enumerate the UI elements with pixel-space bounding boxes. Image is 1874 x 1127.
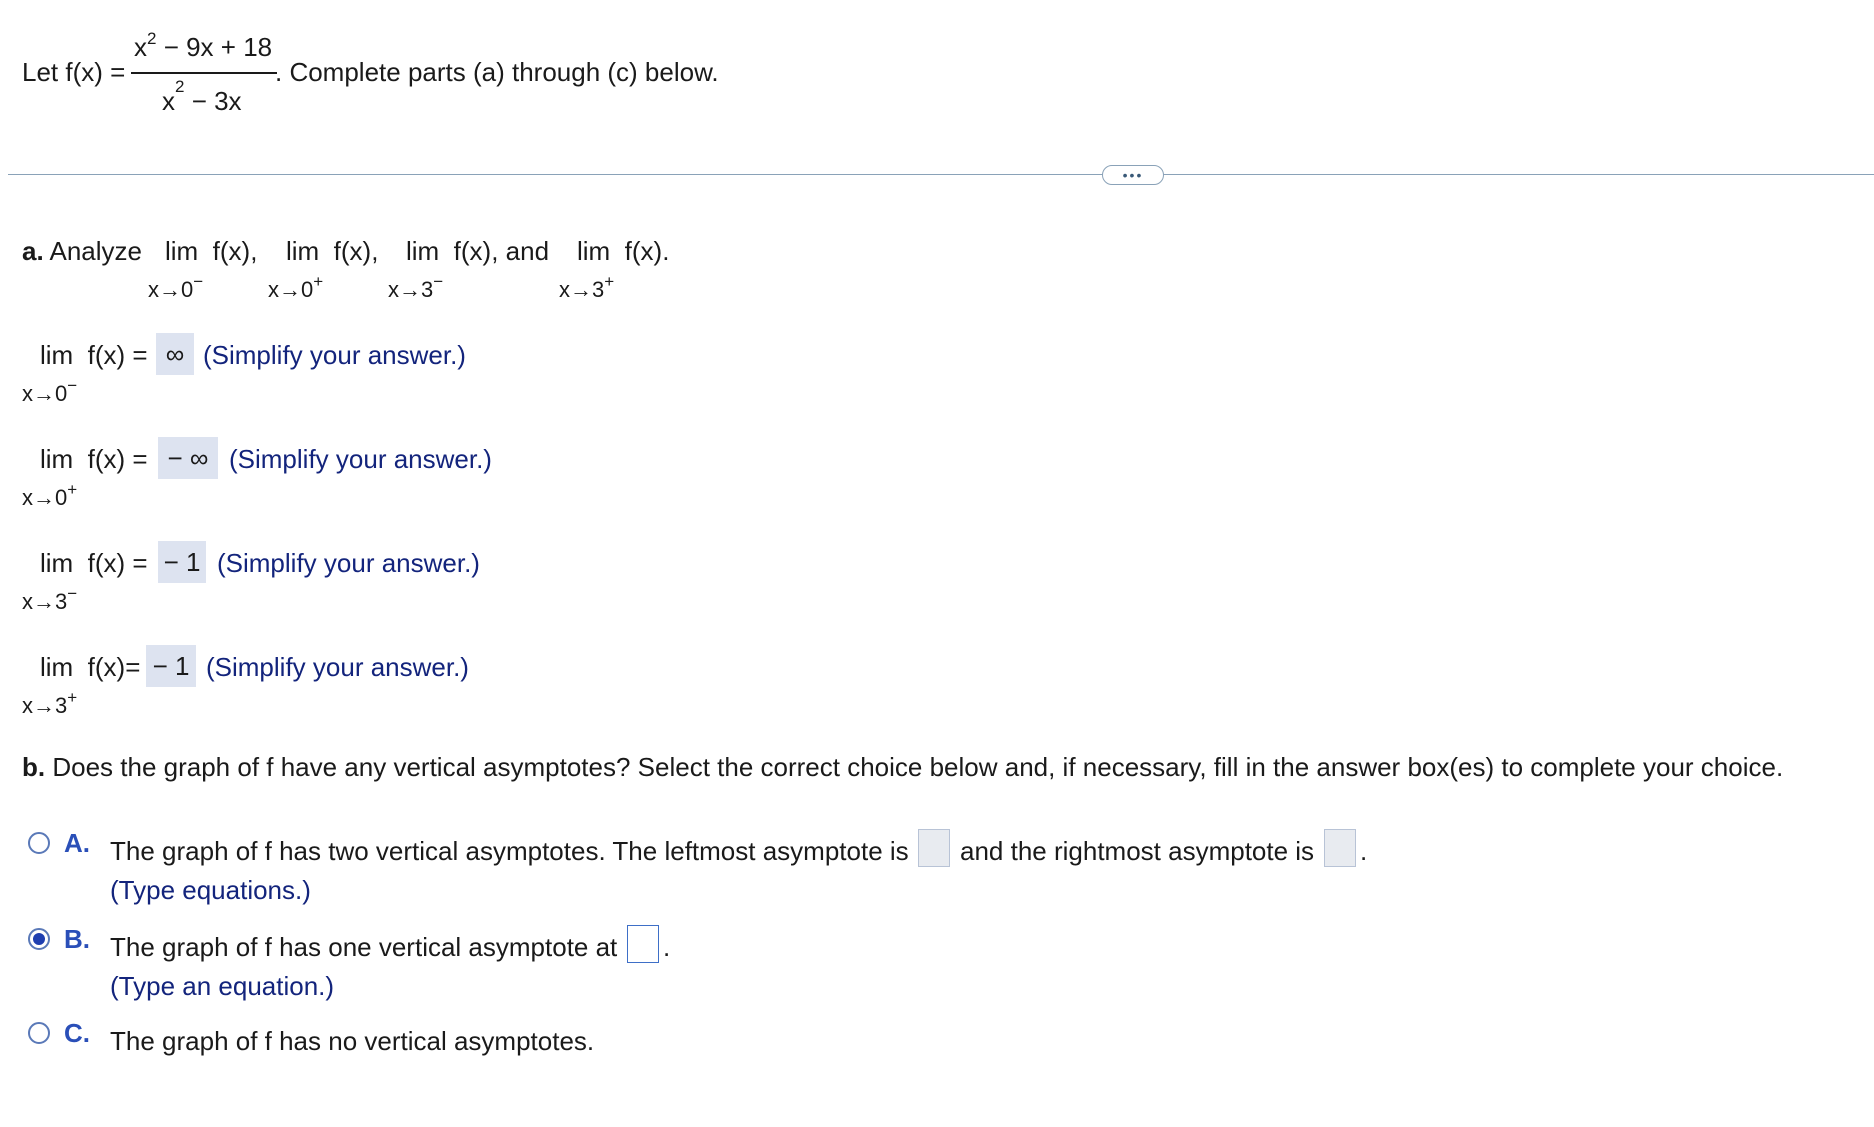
- answer-4-hint: (Simplify your answer.): [206, 652, 469, 682]
- analyze-lim-1: lim f(x),: [165, 236, 258, 266]
- answer-2-hint: (Simplify your answer.): [229, 444, 492, 474]
- answer-3-lim: lim f(x) =: [40, 548, 148, 578]
- choice-b-hint: (Type an equation.): [110, 971, 335, 1001]
- part-b-heading: b. Does the graph of f have any vertical asymptotes? Select the correct choice below and, if necessary, fill in the answer box(es) to complete your choice.: [22, 752, 1784, 782]
- answer-2-sub: x→0+: [22, 480, 78, 510]
- vertical-asymptote-input[interactable]: [627, 925, 659, 963]
- numerator: $x^2 - 9x + 18$: [134, 29, 273, 62]
- analyze-lim-4-sub: x→3+: [559, 272, 615, 302]
- answer-4-value[interactable]: − 1: [146, 645, 196, 687]
- choice-a-hint: (Type equations.): [110, 875, 311, 905]
- choice-a-end: .: [1360, 836, 1368, 866]
- choice-b-radio[interactable]: [28, 928, 50, 950]
- answer-3-value[interactable]: − 1: [158, 541, 206, 583]
- answer-1-lim: lim f(x) =: [40, 340, 148, 370]
- analyze-lim-2: lim f(x),: [286, 236, 379, 266]
- analyze-lim-4: lim f(x).: [577, 236, 670, 266]
- choice-c-radio[interactable]: [28, 1022, 50, 1044]
- choice-b-end: .: [663, 932, 671, 962]
- choice-b-letter: B.: [64, 924, 90, 954]
- rightmost-asymptote-input[interactable]: [1324, 829, 1356, 867]
- answer-3-hint: (Simplify your answer.): [217, 548, 480, 578]
- denominator: $x^2 - 3x$: [162, 77, 242, 116]
- answer-4-lim: lim f(x)=: [40, 652, 141, 682]
- choice-a-text: The graph of f has two vertical asymptotes. The leftmost asymptote is: [110, 836, 909, 866]
- answer-2-lim: lim f(x) =: [40, 444, 148, 474]
- choice-a-radio[interactable]: [28, 832, 50, 854]
- let-label: Let f(x) =: [22, 57, 126, 87]
- answer-4-sub: x→3+: [22, 688, 78, 718]
- intro-text: . Complete parts (a) through (c) below.: [275, 57, 719, 87]
- part-a-heading: a. Analyze: [22, 236, 142, 266]
- fraction-bar: [131, 72, 277, 74]
- analyze-lim-3-sub: x→3−: [388, 272, 444, 302]
- analyze-lim-2-sub: x→0+: [268, 272, 324, 302]
- leftmost-asymptote-input[interactable]: [918, 829, 950, 867]
- more-options-button[interactable]: •••: [1102, 165, 1164, 185]
- answer-1-value[interactable]: ∞: [156, 333, 194, 375]
- analyze-lim-3: lim f(x), and: [406, 236, 550, 266]
- analyze-lim-1-sub: x→0−: [148, 272, 204, 302]
- answer-3-sub: x→3−: [22, 584, 78, 614]
- section-divider: [8, 174, 1874, 175]
- choice-a-letter: A.: [64, 828, 90, 858]
- choice-a-text-2: and the rightmost asymptote is: [960, 836, 1315, 866]
- answer-1-hint: (Simplify your answer.): [203, 340, 466, 370]
- answer-1-sub: x→0−: [22, 376, 78, 406]
- choice-c-text: The graph of f has no vertical asymptotes.: [110, 1026, 595, 1056]
- answer-2-value[interactable]: − ∞: [158, 437, 218, 479]
- choice-b-text: The graph of f has one vertical asymptote at: [110, 932, 618, 962]
- choice-c-letter: C.: [64, 1018, 90, 1048]
